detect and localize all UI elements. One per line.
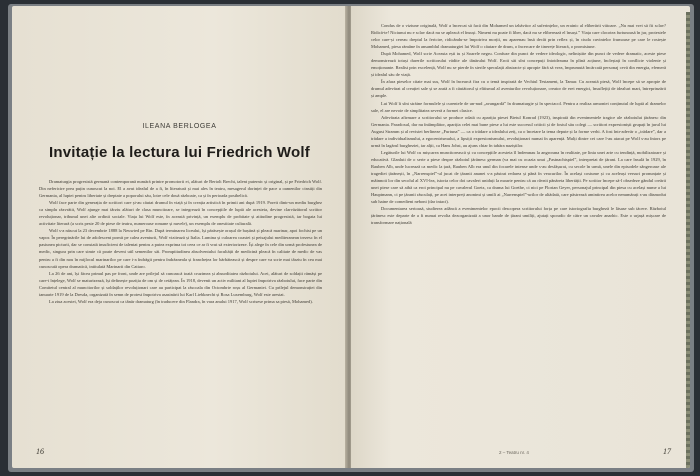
right-page [351, 6, 690, 468]
right-page-body [371, 22, 666, 226]
paragraph: Wolf face parte din generația de scriitori care și-au căutat drumul în viață și în creația artistică în primii ani după 1919. Poreit dintr-un mediu burghez ca simplu răzvrătit, Wolf ajunge mai târziu alături de clasa muncitoare, se integrează în concepțiile de luptă ale acesteia, devine clarvăzătorul scriitor revoluționar, tribunul unei alte ordinii sociale. Viața lui Wolf este, în această privință, un exemplu de probitate și atitudine progresistă, iar bogata lui activitate literară (a scris peste 20 de piese de teatru, numeroase romane și nuvele), un exemplu de onestitate culturală. [39, 200, 322, 227]
open-book [8, 4, 694, 472]
left-page-body [39, 178, 322, 305]
article-author: ILEANA BERLOGEA [142, 123, 217, 130]
paragraph: Lui Wolf îi sînt străine formulele și curentele de un-nud „avangardă” în dramaturgie și în spectacol. Pentru a realiza armoniei conținutul de luptă al dramelor sale, el are nevoie de simplitatea severă a formei clasice. [371, 100, 666, 113]
left-page [12, 6, 347, 468]
page-footer: 2 – Teatru nr. 4 [499, 450, 529, 455]
paragraph: Wolf s-a născut la 23 decembrie 1888 la Neuwied pe Rin. După terminarea liceului, își părăsește orașul de baștină și pleacă marinar, apoi fochist pe un vapor. În peregrinările lui de adolescent pornit pe calea aventurii, Wolf vizitează și Italia. Lumina și culoarea coastei și peisajului mediteranean trezesc în el pasiunea picturii, dar se constată insuficient de talentat pentru a putea exprima tot ceea ce ar fi vrut să exteriorizeze. Își alege în cele din urmă profesiunea de medic, singura prin care simte că poate deveni util semenilor săi. Promptitudinea absolventului facultății de medicină pleacă în calitate de medic de vas pentru a fi din nou în mijlocul marinarilor pe care i-a îndrăgit pentru îndrăzneala și franchețea lor bărbătească și despre care va scrie mai târziu în cea mai cunoscută opera dramatică, intitulată Marinarii din Cattaro. [39, 228, 322, 269]
paragraph: La ziua acestei, Wolf era deja cunoscut ca tânăr dramaturg (în traducere din Flandra, în vara anului 1917, Wolf scrisese prima sa piesă, Mohamed). [49, 298, 313, 304]
paragraph: În afara pieselor citate mai sus, Wolf în încearcă fira cu o temă inspirată de Vechiul Testament, la Tamar. Cu această piesă, Wolf începe să se apropie de drumul adevărat al creației sale și se arată a fi căutătorul și elitismul al aventurilor revoluționare, creator de erei energici, însuflețiți de idealuri mari, întreprinzării și ample. [371, 79, 666, 99]
paragraph: Documentarea serioasă, studierea adâncă a evenimentelor epocii descopera scriitorului forța pe care istoriografia burgheză le lăsase sub tăcere. Războiul țărănesc este departe de a fi numai revolta dezorganizată a unor bande de țărani umiliți, ajutați sporadic de către un cavaler anarhic. Este o urjașă mișcare de transformare națională [371, 206, 666, 226]
paragraph: La 26 de ani, își făcea primul pas pe front, unde are prilejul să cunoască toată cruzimea și absurditatea războiului. Acei, alături de soldații rămăși pe care-i înțelege, Wolf se maturizează, își definește poziția de om și de cetățean. În 1918, devenit un activ militant al luptei împotriva războiului, face parte din Comitetul central al muncitorilor și soldaților revoluționari care au participat la răscoala din Octombrie roșu al Germaniei. Cu prilejul demonstrației din ianuarie 1919 de la Dresda, organizată în semn de protest împotriva asasinării lui Karl Liebknecht și Rosa Luxemburg, Wolf este arestat. [39, 270, 322, 297]
paragraph: Legăturile lui Wolf cu mișcarea muncitorească și cu concepțiile acesteia îl îndemnau la angrorana în realitate, pe linia unei arte cu tendință, mobilizatoare și educativă. Glanluti de o serie a piese despre războiul țărănesc german (va mai cu ocazia unui „Fastnachtspiel”, interpretat de țărani. La care însulă în 1929, în Rauben Alb, unde lucrează ca medic la țară, Rauben Alb era unul din focarele intense unde s-au desfășurat, cu secole în urmă, unele din episodele sângeroase ale tragediei țărănești, în „Narrenspiel”-ul jucat de țăranii ananei s-a păstrat redarea și până în veacurilor. În același costume și cu aceleași versuri pronunțate și mâinnoii lor din secolul al XVI-lea, istoria celor doi cavaleri uniduți la moarte pentru că au râvnit pânăreta libertății. Pe scriitor începe să-l obsedeze gândul creării unei piese care să aibă ca eroi principal nu pe cavalerul Goetz, ca drama lui Goethe, ci nici pe Florian Geyer, personajul principal din piesa cu același nume a lui Hauptmann, ci pe țăranii răsculați, pe acei interpreți anonimi și umili ai „Narrenspiel”-urilor de altădată, care păstrează amintirea acelor nenumărați s-au dăsmodut sub haine de comedieni neboni (dar intact). [371, 149, 666, 205]
paragraph: După Mohamed, Wolf scrie Aceasta ești tu și Soarele negru. Confuze din punct de vedere ideologic, neliniștite din punct de vedere dramatic, aceste piese demonstrează totuși durerile scriitorului vădite ale tânărului Wolf. Eroii săi sînt concepuți întotdeauna în plină acțiune, încleștați în conflicte violente și emoționante. Realist prin excelență, Wolf nu se pierde în sterile speculații abstracte și apropie fără să vrea, împrumută încărcată personaj cevă din energia, efemeră și idealul său de viață. [371, 51, 666, 78]
paragraph: Condus de o viziune originală, Wolf a încercat să facă din Mohamed un izbăvitor al suferințelor, un erainic al eliberării viitoare. „Nu mai vrei să fii sclav? Ridică-te! Niciunui nu e sclav dacă nu se apleacă el însuși. Nimeni nu poate fi liber, dacă nu se eliberează el însuși.” Viața care clocotea furtunoasă în jur, protestele celor care-și cereau dreptul la fericire, ridicându-se împotriva morții, nu aparenau însă decât prin reflex și, în ciuda cuvintelor frumoase pe care le rostește Mohamed, piesa rămâne în ansamblul dramaturgiei lui Wolf o căutare de drum, o încercare de tinerețe literară, o promisiune. [371, 23, 666, 50]
paragraph: Adevărata afirmare a scriitorului se produce odată cu apariția piesei Bietul Konrad (1923), inspirată din evenimentele tragice ale războiului țărănesc din Germania. Paradoxal, dar nu întâmplător, apariția celei mai bune piese a lui este succesul criticii și de fostul său colegi — scriitori expresioniști grupați în jurul lui August Stramm și al revistei berlineze „Furtuna” — ca o trădare a idealului zeiț, ca o încetare la tema depute și la forme verhi. A fost într-adevăr o „trădare”, dar a trădare a individualismului, a egocentrismului, a lipsiții expresionismului, revoluționari numai în aparență. Mulți dintre cei care l-au atacat pe Wolf s-au întors pe urmă în lagărul burgheziei, iar alții, ca Hans Johst, au ajuns chiar în tabăra naziștilor. [371, 114, 666, 148]
article-title: Invitație la lectura lui Friedrich Wolf [49, 144, 310, 161]
page-number-right: 17 [663, 447, 671, 456]
paragraph: Dramaturgia progresistă germană contemporană numără printre promotorii ei, alături de Bertolt Brecht, talent puternic și original, și pe Friedrich Wolf. Din nefericire prea puțin cunoscut la noi. El a avut idealul de a fi, în literatură și mai ales în teatru, mesagerul dorinței de pace a oamenilor cinstiți din Germania, al luptei pentru libertate și dreptate a poporului său, lotre cele două războaie, ca și în perioada postbelică. [39, 179, 322, 199]
page-number-left: 16 [36, 447, 44, 456]
binding-edge [686, 12, 690, 468]
